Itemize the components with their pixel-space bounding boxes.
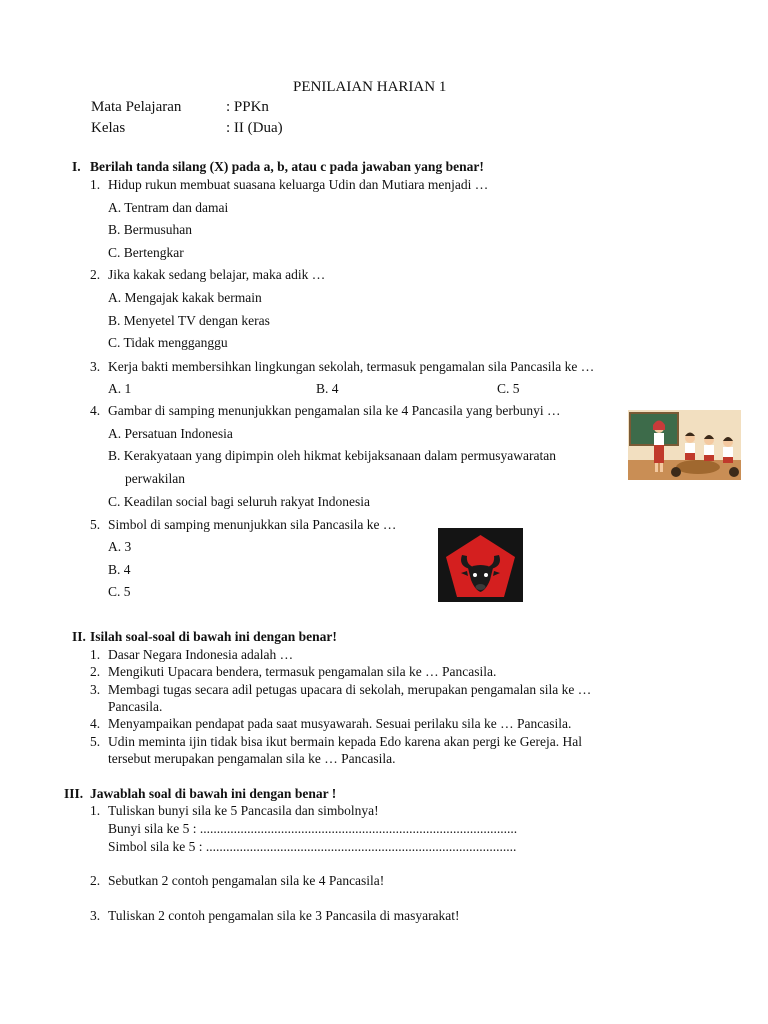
answer-option[interactable]: B. Kerakyataan yang dipimpin oleh hikmat kebijaksanaan dalam permusyawaratan (108, 448, 556, 463)
section-1-numeral: I. (72, 159, 81, 174)
item-number: 2. (90, 873, 101, 888)
subject-value: : PPKn (226, 99, 269, 115)
section-3-instruction: Jawablah soal di bawah ini dengan benar ! (90, 786, 337, 801)
item-text: Pancasila. (108, 699, 163, 714)
item-text: Tuliskan 2 contoh pengamalan sila ke 3 Pancasila di masyarakat! (108, 908, 460, 923)
answer-blank-line[interactable]: Bunyi sila ke 5 : .............................................................................................. (108, 821, 518, 836)
item-text: Dasar Negara Indonesia adalah … (108, 647, 294, 662)
page-title: PENILAIAN HARIAN 1 (293, 79, 447, 95)
question-text: Kerja bakti membersihkan lingkungan sekolah, termasuk pengamalan sila Pancasila ke … (108, 359, 595, 374)
section-3-numeral: III. (64, 786, 84, 801)
item-number: 3. (90, 682, 101, 697)
answer-option[interactable]: B. Bermusuhan (108, 222, 192, 237)
answer-option[interactable]: A. Mengajak kakak bermain (108, 290, 262, 305)
item-text: Membagi tugas secara adil petugas upacara di sekolah, merupakan pengamalan sila ke … (108, 682, 592, 697)
classroom-discussion-illustration (628, 410, 741, 480)
section-1-instruction: Berilah tanda silang (X) pada a, b, atau c pada jawaban yang benar! (90, 159, 484, 174)
item-number: 1. (90, 647, 101, 662)
classroom-discussion-icon (628, 410, 741, 480)
answer-option[interactable]: A. 1 (108, 381, 132, 396)
question-number: 5. (90, 517, 101, 532)
question-text: Simbol di samping menunjukkan sila Pancasila ke … (108, 517, 397, 532)
answer-option[interactable]: C. 5 (497, 381, 520, 396)
answer-option[interactable]: C. Keadilan social bagi seluruh rakyat Indonesia (108, 494, 371, 509)
question-number: 1. (90, 177, 101, 192)
class-label: Kelas (91, 120, 126, 136)
answer-option[interactable]: A. Persatuan Indonesia (108, 426, 233, 441)
subject-label: Mata Pelajaran (91, 99, 182, 115)
answer-option[interactable]: A. Tentram dan damai (108, 200, 229, 215)
question-number: 3. (90, 359, 101, 374)
section-2-numeral: II. (72, 629, 86, 644)
item-number: 3. (90, 908, 101, 923)
answer-option-continuation: perwakilan (125, 471, 185, 486)
item-number: 4. (90, 716, 101, 731)
answer-option[interactable]: C. 5 (108, 584, 131, 599)
answer-option[interactable]: B. 4 (316, 381, 339, 396)
answer-option[interactable]: B. 4 (108, 562, 131, 577)
banteng-symbol-image (438, 528, 523, 602)
item-text: Mengikuti Upacara bendera, termasuk pengamalan sila ke … Pancasila. (108, 664, 497, 679)
question-text: Hidup rukun membuat suasana keluarga Udin dan Mutiara menjadi … (108, 177, 489, 192)
question-number: 4. (90, 403, 101, 418)
class-value: : II (Dua) (226, 120, 283, 136)
answer-option[interactable]: B. Menyetel TV dengan keras (108, 313, 270, 328)
banteng-head-icon (438, 528, 523, 602)
answer-option[interactable]: C. Tidak mengganggu (108, 335, 228, 350)
question-text: Jika kakak sedang belajar, maka adik … (108, 267, 326, 282)
question-number: 2. (90, 267, 101, 282)
answer-option[interactable]: A. 3 (108, 539, 132, 554)
item-text: Menyampaikan pendapat pada saat musyawarah. Sesuai perilaku sila ke … Pancasila. (108, 716, 572, 731)
section-2-instruction: Isilah soal-soal di bawah ini dengan benar! (90, 629, 337, 644)
answer-option[interactable]: C. Bertengkar (108, 245, 184, 260)
item-text: Udin meminta ijin tidak bisa ikut bermain kepada Edo karena akan pergi ke Gereja. Hal (108, 734, 582, 749)
item-text: Sebutkan 2 contoh pengamalan sila ke 4 Pancasila! (108, 873, 385, 888)
answer-blank-line[interactable]: Simbol sila ke 5 : ............................................................................................ (108, 839, 517, 854)
item-number: 5. (90, 734, 101, 749)
item-text: Tuliskan bunyi sila ke 5 Pancasila dan simbolnya! (108, 803, 379, 818)
item-text: tersebut merupakan pengamalan sila ke … Pancasila. (108, 751, 396, 766)
question-text: Gambar di samping menunjukkan pengamalan sila ke 4 Pancasila yang berbunyi … (108, 403, 561, 418)
item-number: 1. (90, 803, 101, 818)
item-number: 2. (90, 664, 101, 679)
